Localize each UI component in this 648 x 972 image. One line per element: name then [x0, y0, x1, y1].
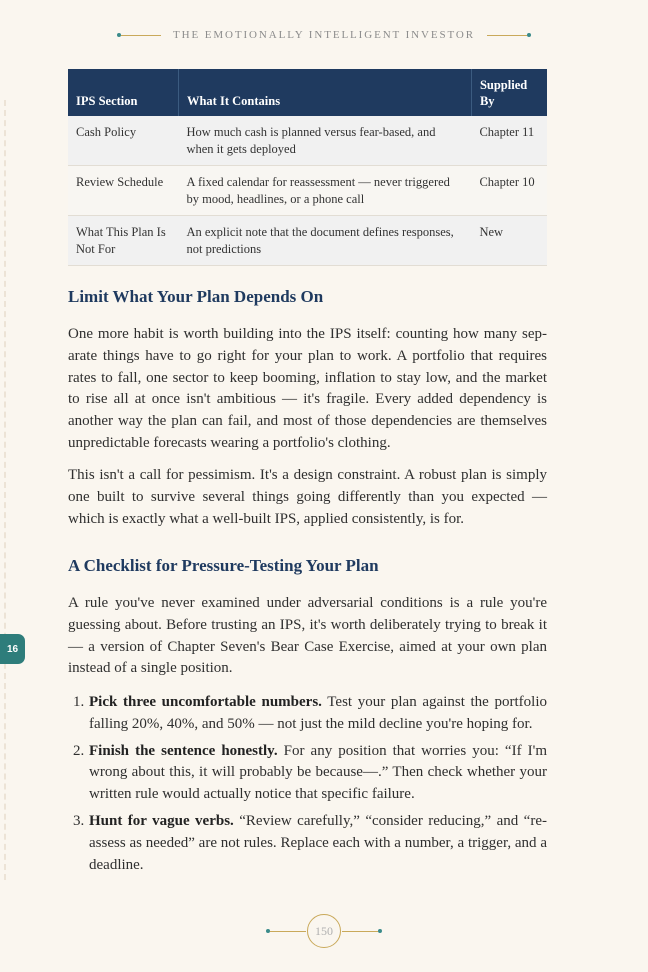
header-ornament-left: [117, 33, 161, 37]
column-header: IPS Section: [68, 69, 178, 116]
footer-ornament-line: [270, 931, 306, 932]
table-cell: What This Plan Is Not For: [68, 216, 178, 266]
list-item: [68, 811, 547, 876]
section-heading: A Checklist for Pressure-Testing Your Plan: [68, 556, 379, 575]
list-number: 2.: [73, 742, 85, 759]
table-row: [68, 116, 547, 166]
list-item-text: Test your plan against the portfolio falling 20%, 40%, and 50% — not just the mild decline you're hoping for.: [89, 694, 547, 732]
list-item: [68, 692, 547, 736]
column-header: What It Contains: [178, 69, 471, 116]
body-paragraph: One more habit is worth building into the IPS itself: counting how many separate things have to go right for your plan to work. A portfolio that requires rates to fall, one sector to keep booming, inflation to stay low, and the market to rise all at once isn't ambitious — it's fragile. Every added dependency is another way the plan can fail, and most of those dependencies are themselves unpredictable forecasts wearing a portfolio's clothing.: [68, 326, 547, 451]
table-cell: A fixed calendar for reassessment — never triggered by mood, headlines, or a phone call: [178, 166, 471, 216]
list-item-lead: Pick three uncomfortable numbers.: [89, 694, 322, 710]
running-header: [0, 26, 648, 44]
table-cell: How much cash is planned versus fear-based, and when it gets deployed: [178, 116, 471, 166]
table-row: [68, 166, 547, 216]
section-heading: Limit What Your Plan Depends On: [68, 287, 324, 306]
book-title: THE EMOTIONALLY INTELLIGENT INVESTOR: [172, 29, 476, 41]
footer-ornament-dot: [378, 929, 382, 933]
list-item-lead: Hunt for vague verbs.: [89, 812, 234, 829]
checklist: [68, 692, 547, 881]
table-row: [68, 216, 547, 266]
footer-ornament-line: [342, 931, 378, 932]
table-cell: Cash Policy: [68, 116, 178, 166]
header-ornament-right: [487, 33, 531, 37]
table-cell: Review Schedule: [68, 166, 178, 216]
body-paragraph: This isn't a call for pessimism. It's a design constraint. A robust plan is simply one built to survive several things going differently than you expected — which is exactly what a well-built IPS, applied consistently, is for.: [68, 467, 547, 527]
table-cell: New: [471, 216, 547, 266]
chapter-tab[interactable]: 16: [0, 634, 25, 664]
list-item-text: For any position that worries you: “If I'm wrong about this, it will probably be because—.” Then check whether your written rule would actually notice that specific failure.: [89, 742, 547, 803]
list-item-lead: Finish the sentence honestly.: [89, 742, 278, 759]
column-header: Supplied By: [471, 69, 547, 116]
ips-table: [68, 69, 547, 266]
table-cell: An explicit note that the document defines responses, not predictions: [178, 216, 471, 266]
body-paragraph: A rule you've never examined under adversarial conditions is a rule you're guessing about. Before trusting an IPS, it's worth deliberately trying to break it — a version of Chapter Seven's Bear Case Exercise, aimed at your own plan instead of a single position.: [68, 595, 547, 677]
list-item: [68, 741, 547, 806]
page-number: 150: [307, 914, 341, 948]
page-footer: [0, 914, 648, 948]
list-number: 3.: [73, 812, 85, 829]
table-cell: Chapter 10: [471, 166, 547, 216]
margin-rule: [4, 100, 7, 880]
list-item-text: “Review carefully,” “consider reducing,” and “reassess as needed” are not rules. Replace each with a number, a trigger, and a deadline.: [89, 812, 547, 873]
list-number: 1.: [73, 694, 85, 710]
table-header-row: [68, 69, 547, 116]
table-cell: Chapter 11: [471, 116, 547, 166]
